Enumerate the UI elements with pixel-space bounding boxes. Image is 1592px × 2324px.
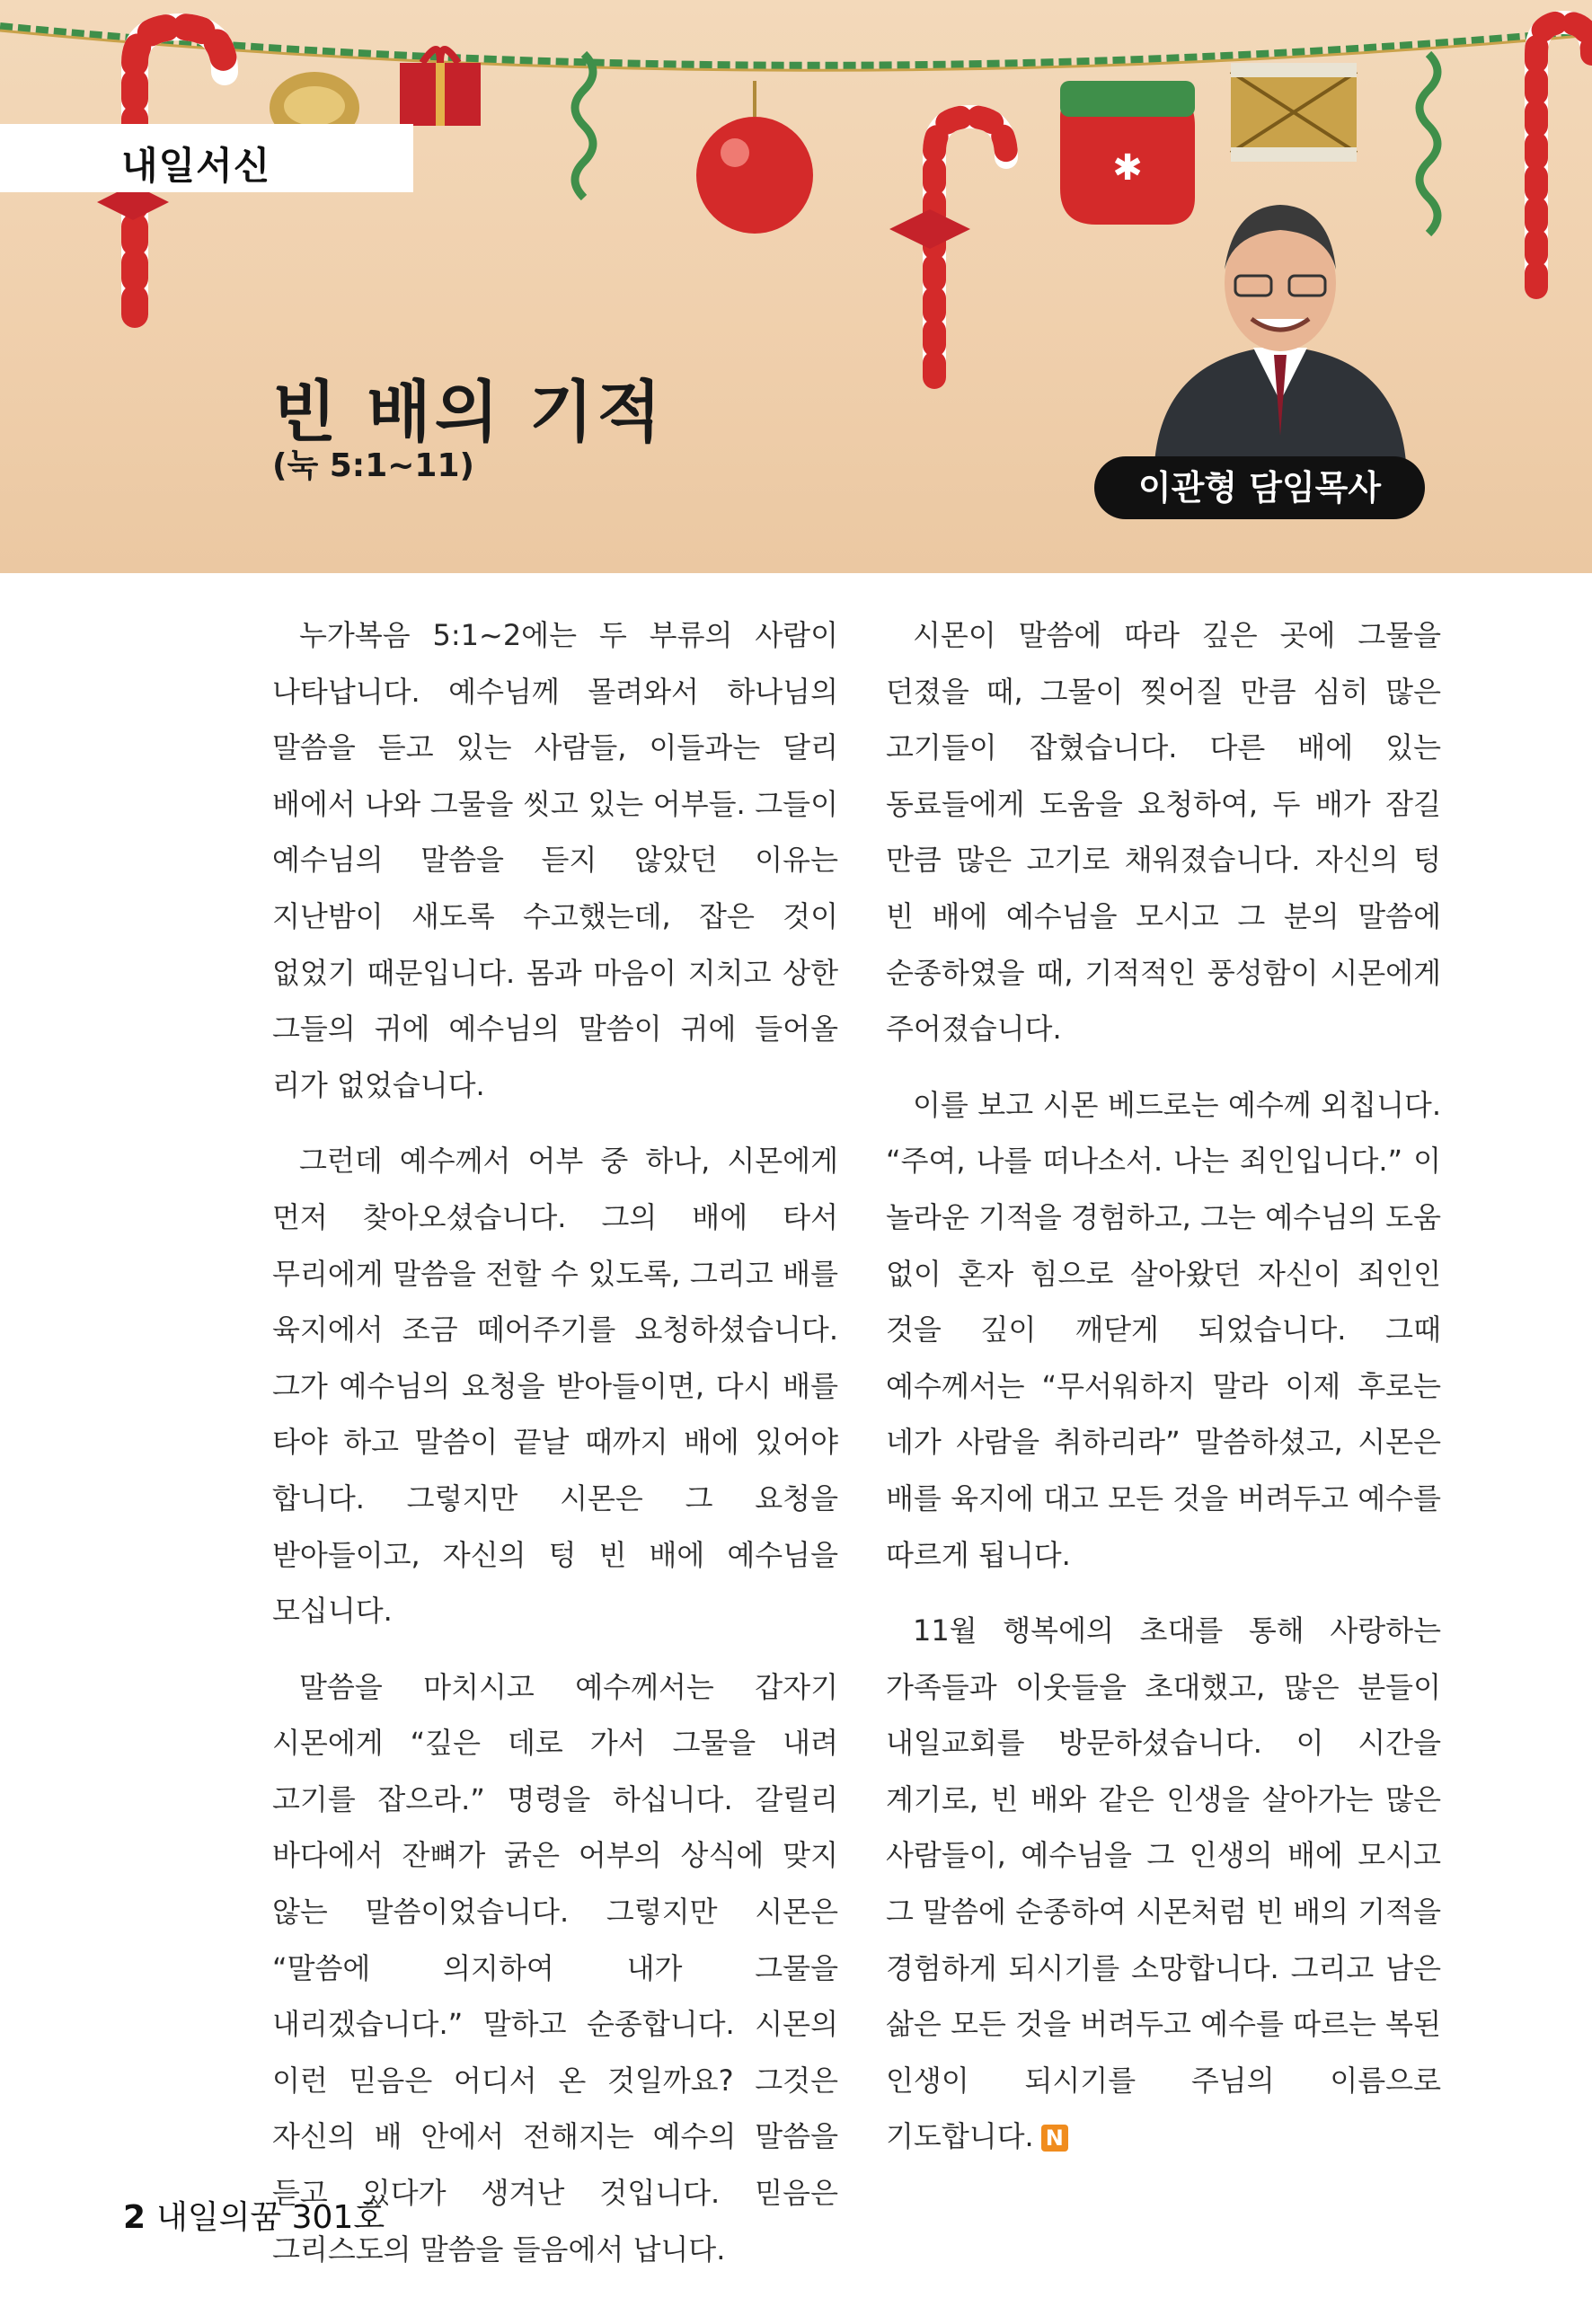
page-number: 2: [123, 2199, 146, 2236]
article-title: 빈 배의 기적: [272, 374, 665, 451]
paragraph: 누가복음 5:1~2에는 두 부류의 사람이 나타납니다. 예수님께 몰려와서 하나님의 말씀을 듣고 있는 사람들, 이들과는 달리 배에서 나와 그물을 씻고 있는 어부들. 그들이 예수님의 말씀을 듣지 않았던 이유는 지난밤이 새도록 수고했는데, 잡은 것이 없었기 때문입니다. 몸과 마음이 지치고 상한 그들의 귀에 예수님의 말씀이 귀에 들어올 리가 없었습니다.: [272, 618, 838, 1102]
page-footer: [123, 2192, 385, 2238]
pastor-portrait: [1145, 193, 1415, 463]
paragraph: 말씀을 마치시고 예수께서는 갑자기 시몬에게 “깊은 데로 가서 그물을 내려 고기를 잡으라.” 명령을 하십니다. 갈릴리 바다에서 잔뼈가 굵은 어부의 상식에 맞지 않는 말씀이었습니다. 그렇지만 시몬은 “말씀에 의지하여 내가 그물을 내리겠습니다.” 말하고 순종합니다. 시몬의 이런 믿음은 어디서 온 것일까요? 그것은 자신의 배 안에서 전해지는 예수의 말씀을 듣고 있다가 생겨난 것입니다. 믿음은 그리스도의 말씀을 들음에서 납니다.: [272, 1669, 838, 2267]
paragraph: 시몬이 말씀에 따라 깊은 곳에 그물을 던졌을 때, 그물이 찢어질 만큼 심히 많은 고기들이 잡혔습니다. 다른 배에 있는 동료들에게 도움을 요청하여, 두 배가 잠길 만큼 많은 고기로 채워졌습니다. 자신의 텅 빈 배에 예수님을 모시고 그 분의 말씀에 순종하였을 때, 기적적인 풍성함이 시몬에게 주어졌습니다.: [886, 618, 1441, 1047]
candy-cane-icon: [1536, 22, 1592, 287]
right-column: [886, 607, 1441, 2185]
red-ornament-ball-icon: [696, 81, 813, 234]
pastor-name-badge: 이관형 담임목사: [1094, 456, 1425, 519]
candy-cane-icon: [889, 117, 1006, 377]
drum-icon: [1231, 63, 1357, 162]
publication-name: 내일의꿈 301호: [156, 2199, 385, 2236]
paragraph: 이를 보고 시몬 베드로는 예수께 외칩니다. “주여, 나를 떠나소서. 나는 죄인입니다.” 이 놀라운 기적을 경험하고, 그는 예수님의 도움 없이 혼자 힘으로 살아왔던 자신이 죄인인 것을 깊이 깨닫게 되었습니다. 그때 예수께서는 “무서워하지 말라 이제 후로는 네가 사람을 취하리라” 말씀하셨고, 시몬은 배를 육지에 대고 모든 것을 버려두고 예수를 따르게 됩니다.: [886, 1087, 1441, 1572]
end-mark-icon: N: [1041, 2125, 1068, 2152]
paragraph-text: 11월 행복에의 초대를 통해 사랑하는 가족들과 이웃들을 초대했고, 많은 분들이 내일교회를 방문하셨습니다. 이 시간을 계기로, 빈 배와 같은 인생을 살아가는 많은 사람들이, 예수님을 그 인생의 배에 모시고 그 말씀에 순종하여 시몬처럼 빈 배의 기적을 경험하게 되시기를 소망합니다. 그리고 남은 삶은 모든 것을 버려두고 예수를 따르는 복된 인생이 되시기를 주님의 이름으로 기도합니다.: [886, 1613, 1441, 2154]
section-tag-label: 내일서신: [121, 144, 271, 188]
paragraph-last: [886, 1603, 1441, 2165]
section-tag: [0, 124, 413, 192]
header-banner: [0, 0, 1592, 573]
svg-text:✱: ✱: [1112, 147, 1143, 189]
scripture-reference: (눅 5:1~11): [272, 447, 474, 484]
paragraph: 그런데 예수께서 어부 중 하나, 시몬에게 먼저 찾아오셨습니다. 그의 배에 타서 무리에게 말씀을 전할 수 있도록, 그리고 배를 육지에서 조금 떼어주기를 요청하셨습니다. 그가 예수님의 요청을 받아들이면, 다시 배를 타야 하고 말씀이 끝날 때까지 배에 있어야 합니다. 그렇지만 시몬은 그 요청을 받아들이고, 자신의 텅 빈 배에 예수님을 모십니다.: [272, 1144, 838, 1629]
left-column: [272, 607, 838, 2297]
